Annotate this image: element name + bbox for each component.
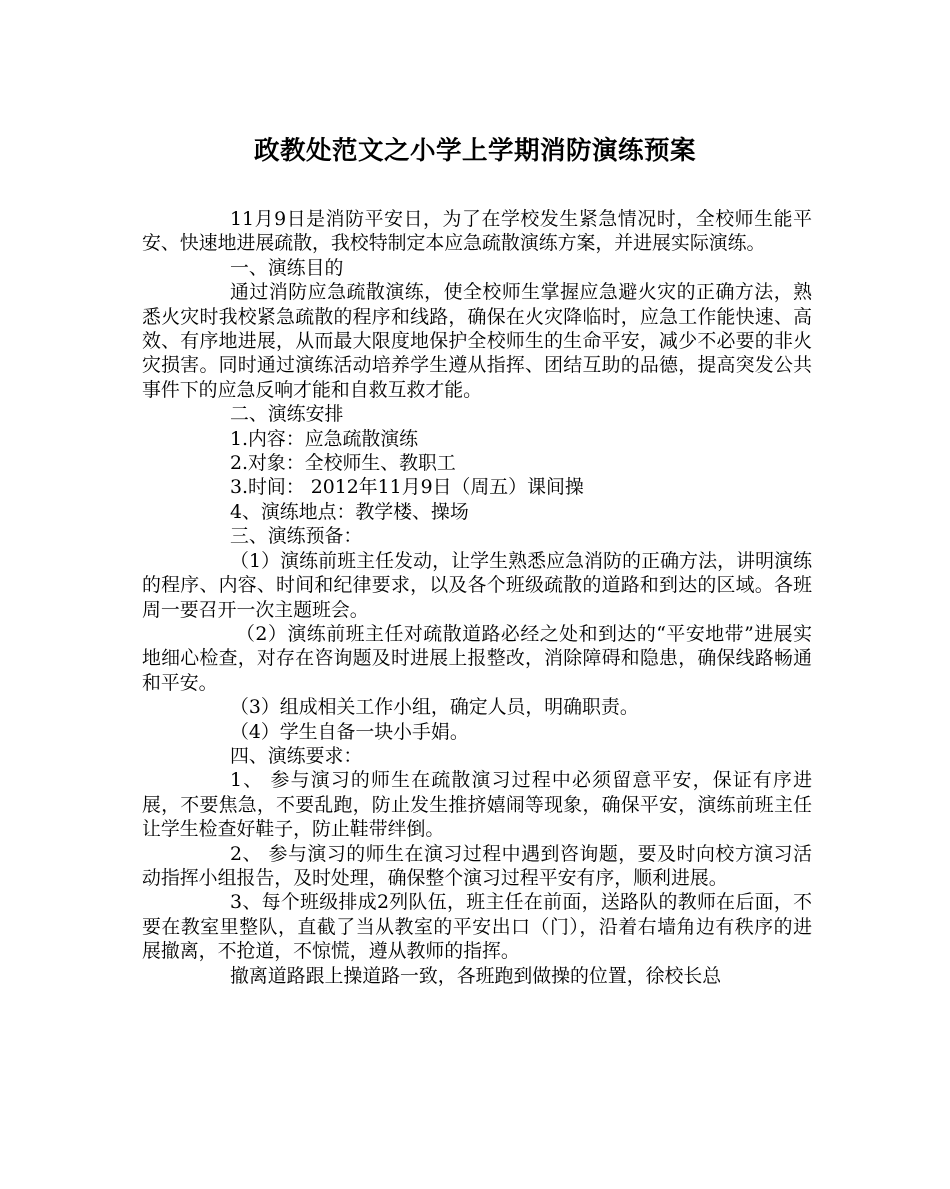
section-heading-purpose: 一、演练目的	[230, 256, 344, 279]
arrangement-time: 3.时间： 2012年11月9日（周五）课间操	[230, 476, 584, 499]
preparation-item-1: （1）演练前班主任发动，让学生熟悉应急消防的正确方法，讲明演练的程序、内容、时间和纪律要求，以及各个班级疏散的道路和到达的区域。各班周一要召开一次主题班会。	[142, 549, 812, 621]
arrangement-content: 1.内容：应急疏散演练	[230, 427, 419, 450]
arrangement-location: 4、演练地点：教学楼、操场	[230, 500, 469, 523]
paragraph-purpose: 通过消防应急疏散演练，使全校师生掌握应急避火灾的正确方法，熟悉火灾时我校紧急疏散的程序和线路，确保在火灾降临时，应急工作能快速、高效、有序地进展，从而最大限度地保护全校师生的生命平安，减少不必要的非火灾损害。同时通过演练活动培养学生遵从指挥、团结互助的品德，提高突发公共事件下的应急反响才能和自救互救才能。	[142, 281, 812, 401]
paragraph-intro: 11月9日是消防平安日，为了在学校发生紧急情况时，全校师生能平安、快速地进展疏散，我校特制定本应急疏散演练方案，并进展实际演练。	[142, 208, 812, 255]
arrangement-target: 2.对象：全校师生、教职工	[230, 452, 456, 475]
requirement-item-1: 1、 参与演习的师生在疏散演习过程中必须留意平安，保证有序进展，不要焦急，不要乱跑，防止发生推挤嬉闹等现象，确保平安，演练前班主任让学生检查好鞋子，防止鞋带绊倒。	[142, 769, 812, 841]
paragraph-evacuation-route: 撤离道路跟上操道路一致，各班跑到做操的位置，徐校长总	[230, 964, 722, 987]
document-title: 政教处范文之小学上学期消防演练预案	[253, 136, 696, 166]
requirement-item-3: 3、每个班级排成2列队伍，班主任在前面，送路队的教师在后面，不要在教室里整队，直截了当从教室的平安出口（门），沿着右墙角边有秩序的进展撤离，不抢道，不惊慌，遵从教师的指挥。	[142, 891, 812, 963]
document-body	[142, 207, 812, 988]
section-heading-requirements: 四、演练要求：	[230, 744, 363, 767]
preparation-item-3: （3）组成相关工作小组，确定人员，明确职责。	[230, 696, 639, 719]
section-heading-preparation: 三、演练预备：	[230, 525, 363, 548]
requirement-item-2: 2、 参与演习的师生在演习过程中遇到咨询题，要及时向校方演习活动指挥小组报告，及时处理，确保整个演习过程平安有序，顺利进展。	[142, 842, 812, 889]
preparation-item-2: （2）演练前班主任对疏散道路必经之处和到达的“平安地带”进展实地细心检查，对存在咨询题及时进展上报整改，消除障碍和隐患，确保线路畅通和平安。	[142, 622, 812, 694]
section-heading-arrangement: 二、演练安排	[230, 403, 344, 426]
preparation-item-4: （4）学生自备一块小手娟。	[230, 720, 469, 743]
